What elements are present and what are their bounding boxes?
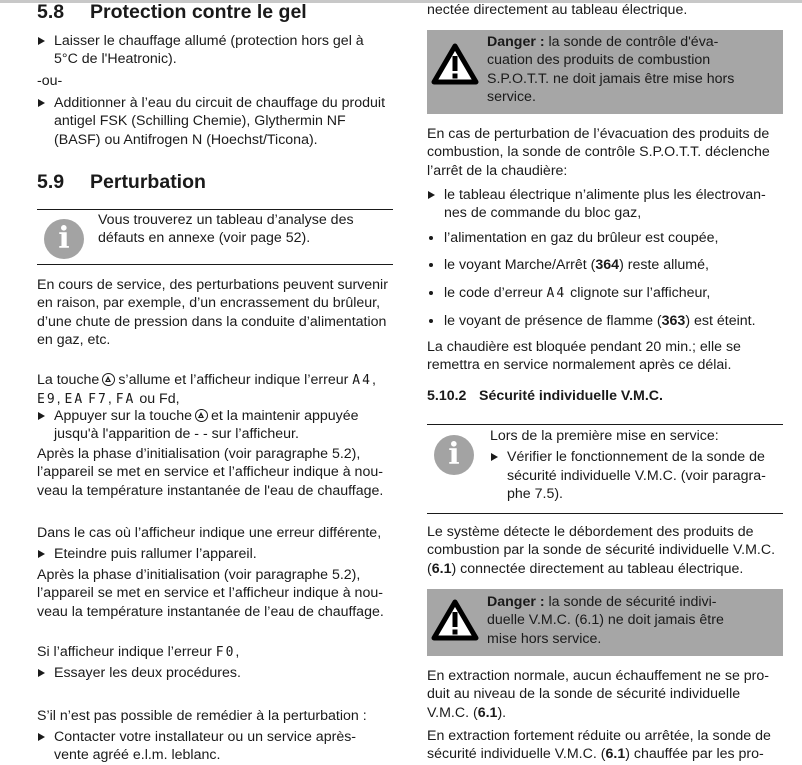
text-line: l’alimentation en gaz du brûleur est coupée, [444, 230, 719, 246]
text-line: phe 7.5). [507, 486, 564, 503]
text-line: en raison, par exemple, d’un encrassement du brûleur, [37, 295, 381, 312]
bullet-try-both [37, 664, 397, 682]
error-code: F0 [215, 645, 236, 660]
danger-box-spott [427, 30, 783, 114]
paragraph-vmc-detection: Le système détecte le débordement des produits de combustion par la sonde de sécurité individuelle V.M.C. (6.1) connectée directement au tableau électrique. [427, 523, 792, 578]
bullet-press-reset [37, 407, 397, 444]
text-line: Vous trouverez un tableau d’analyse des [98, 212, 354, 228]
error-code: A4 [352, 373, 372, 388]
text: le voyant Marche/Arrêt ( [444, 257, 596, 273]
dot-bullet-icon [427, 256, 444, 274]
paragraph-unable-to-fix: S’il n’est pas possible de remédier à la perturbation : [37, 708, 367, 724]
text-line: combustion, la sonde de contrôle S.P.O.T.T. déclenche [427, 144, 770, 161]
reference-number: 364 [595, 257, 620, 273]
text-line: En extraction normale, aucun échauffement ne se pro- [427, 668, 770, 684]
paragraph-error-codes: La touche s’allume et l’afficheur indique l’erreur A4, E9, EA F7, FA ou Fd, [37, 372, 376, 408]
text-line: duelle V.M.C. (6.1) ne doit jamais être [487, 612, 724, 629]
text-line: En cas de perturbation de l’évacuation des produits de [427, 126, 770, 142]
text: s’allume et l’afficheur indique l’erreur [118, 372, 349, 388]
text: la sonde de sécurité indivi- [544, 594, 717, 610]
text: ou Fd, [139, 391, 180, 408]
paragraph-f0-error: Si l’afficheur indique l’erreur F0, [37, 644, 240, 660]
text: Si l’afficheur indique l’erreur [37, 644, 212, 660]
section-heading-5-9 [37, 171, 206, 193]
bullet-keep-heating [37, 32, 397, 69]
info-box-analysis-table [37, 209, 393, 265]
text-line: Lors de la première mise en service: [490, 428, 719, 444]
info-box-first-startup [427, 424, 783, 514]
text-line: La chaudière est bloquée pendant 20 min.; elle se [427, 339, 741, 355]
warning-triangle-icon [431, 599, 479, 641]
text-line: mise hors service. [487, 630, 602, 647]
text-line: le tableau électrique n’alimente plus les électrovan- [444, 187, 766, 203]
reference-number: 6.1 [431, 560, 452, 577]
text: Appuyer sur la touche [54, 408, 193, 424]
text-line: service. [487, 89, 536, 106]
text-line: Essayer les deux procédures. [54, 665, 241, 681]
text-line: duit au niveau de la sonde de sécurité individuelle [427, 686, 741, 703]
text: ) reste allumé, [619, 257, 709, 273]
danger-label: Danger : [487, 34, 545, 50]
section-heading-5-10-2 [427, 387, 663, 405]
continued-line: nectée directement au tableau électrique. [427, 2, 688, 18]
text: connectée directement au tableau électrique. [456, 560, 744, 577]
reset-button-icon [195, 409, 208, 422]
text-line: En extraction fortement réduite ou arrêtée, la sonde de [427, 728, 771, 744]
reference-number: 363 [661, 313, 686, 329]
error-code: E9 [37, 392, 57, 408]
text: clignote sur l’afficheur, [570, 285, 711, 301]
section-title: Perturbation [90, 171, 206, 193]
info-icon: i [44, 219, 84, 259]
triangle-bullet-icon [37, 32, 54, 69]
text-line: jusqu'à l'apparition de - - sur l’afficheur. [54, 426, 299, 443]
or-separator: -ou- [37, 73, 63, 89]
section-number: 5.8 [37, 1, 65, 23]
paragraph-normal-extraction [427, 667, 787, 722]
dot-bullet-icon [427, 312, 444, 330]
text: et la maintenir appuyée [211, 408, 359, 424]
text-line: antigel FSK (Schilling Chemie), Glythermin NF [54, 113, 346, 130]
section-number: 5.10.2 [427, 388, 467, 404]
error-code: A4 [546, 286, 567, 301]
triangle-bullet-icon [37, 407, 54, 444]
text-line: en gaz, etc. [37, 332, 111, 349]
bullet-restart [37, 545, 397, 563]
bullet-power-cut [427, 186, 787, 223]
text-line: Le système détecte le débordement des produits de [427, 524, 754, 540]
text: La touche [37, 372, 100, 388]
danger-label: Danger : [487, 594, 545, 610]
text-line: Laisser le chauffage allumé (protection hors gel à [54, 33, 364, 49]
triangle-bullet-icon [490, 448, 507, 503]
error-code: F7 [88, 392, 108, 408]
paragraph-different-error: Dans le cas où l’afficheur indique une erreur différente, [37, 525, 382, 541]
paragraph-spott-disturbance [427, 125, 787, 180]
text-line: S.P.O.T.T. ne doit jamais être mise hors [487, 70, 735, 87]
paragraph-service-disturbances [37, 276, 397, 350]
text-line: l’arrêt de la chaudière: [427, 162, 568, 179]
dot-bullet-icon [427, 284, 444, 303]
text-line: Vérifier le fonctionnement de la sonde de [507, 449, 765, 466]
text: sécurité individuelle V.M.C. ( [427, 746, 606, 763]
bullet-contact-installer [37, 728, 397, 765]
text-line: 5°C de l'Heatronic). [54, 51, 177, 68]
text-line: Après la phase d’initialisation (voir paragraphe 5.2), [37, 446, 361, 462]
text-line: Eteindre puis rallumer l’appareil. [54, 546, 257, 562]
text-line: l’appareil se met en service et l’afficheur indique à nou- [37, 464, 383, 481]
text-line: d’une chute de pression dans la conduite d’alimentation [37, 313, 387, 330]
text: V.M.C. ( [427, 704, 478, 721]
triangle-bullet-icon [427, 186, 444, 223]
text: ) est éteint. [685, 313, 756, 329]
error-code: EA [64, 392, 85, 408]
danger-box-vmc [427, 589, 783, 656]
text-line: Contacter votre installateur ou un service après- [54, 729, 357, 745]
bullet-gas-cut [427, 229, 787, 247]
section-heading-5-8 [37, 1, 307, 23]
text-line: Après la phase d’initialisation (voir paragraphe 5.2), [37, 567, 361, 583]
error-code: FA [115, 392, 136, 408]
text-line: veau la température instantanée de l'eau de chauffage. [37, 482, 384, 499]
text-line: l’appareil se met en service et l’afficheur indique à nou- [37, 585, 383, 602]
info-icon: i [434, 435, 474, 475]
text-line: cuation des produits de combustion [487, 52, 711, 69]
text-line: sécurité individuelle V.M.C. (voir paragra- [507, 467, 766, 484]
bullet-flame-light [427, 312, 787, 330]
text: la sonde de contrôle d'éva- [544, 34, 719, 50]
reference-number: 6.1 [605, 746, 626, 763]
section-number: 5.9 [37, 171, 65, 193]
text-line: Additionner à l’eau du circuit de chauffage du produit [54, 95, 386, 111]
warning-triangle-icon [431, 43, 479, 85]
text-line: défauts en annexe (voir page 52). [98, 230, 311, 247]
text: le voyant de présence de flamme ( [444, 313, 662, 329]
text-line: remettra en service normalement après ce délai. [427, 357, 732, 374]
text: le code d’erreur [444, 285, 543, 301]
triangle-bullet-icon [37, 728, 54, 765]
triangle-bullet-icon [37, 545, 54, 563]
reference-number: 6.1 [477, 704, 498, 721]
paragraph-after-init-1 [37, 445, 397, 500]
bullet-verify-vmc [490, 448, 780, 503]
dot-bullet-icon [427, 229, 444, 247]
text-line: combustion par la sonde de sécurité individuelle V.M.C. [427, 542, 776, 559]
section-title: Protection contre le gel [90, 1, 307, 23]
paragraph-after-init-2 [37, 566, 397, 621]
text: ). [497, 704, 507, 721]
section-title: Sécurité individuelle V.M.C. [479, 388, 663, 404]
text-line: vente agréé e.l.m. leblanc. [54, 747, 221, 764]
text: ) chauffée par les pro- [625, 746, 764, 763]
reset-button-icon [102, 373, 115, 386]
text-line: nes de commande du bloc gaz, [444, 205, 642, 222]
text-line: (BASF) ou Antifrogen N (Hoechst/Ticona). [54, 131, 318, 148]
paragraph-reduced-extraction [427, 727, 787, 764]
triangle-bullet-icon [37, 94, 54, 149]
bullet-antifreeze [37, 94, 397, 149]
bullet-on-off-light [427, 256, 787, 274]
bullet-error-code-blink [427, 284, 787, 303]
text-line: veau la température instantanée de l’eau de chauffage. [37, 603, 384, 620]
paragraph-boiler-blocked [427, 338, 787, 375]
triangle-bullet-icon [37, 664, 54, 682]
text-line: En cours de service, des perturbations peuvent survenir [37, 277, 388, 293]
